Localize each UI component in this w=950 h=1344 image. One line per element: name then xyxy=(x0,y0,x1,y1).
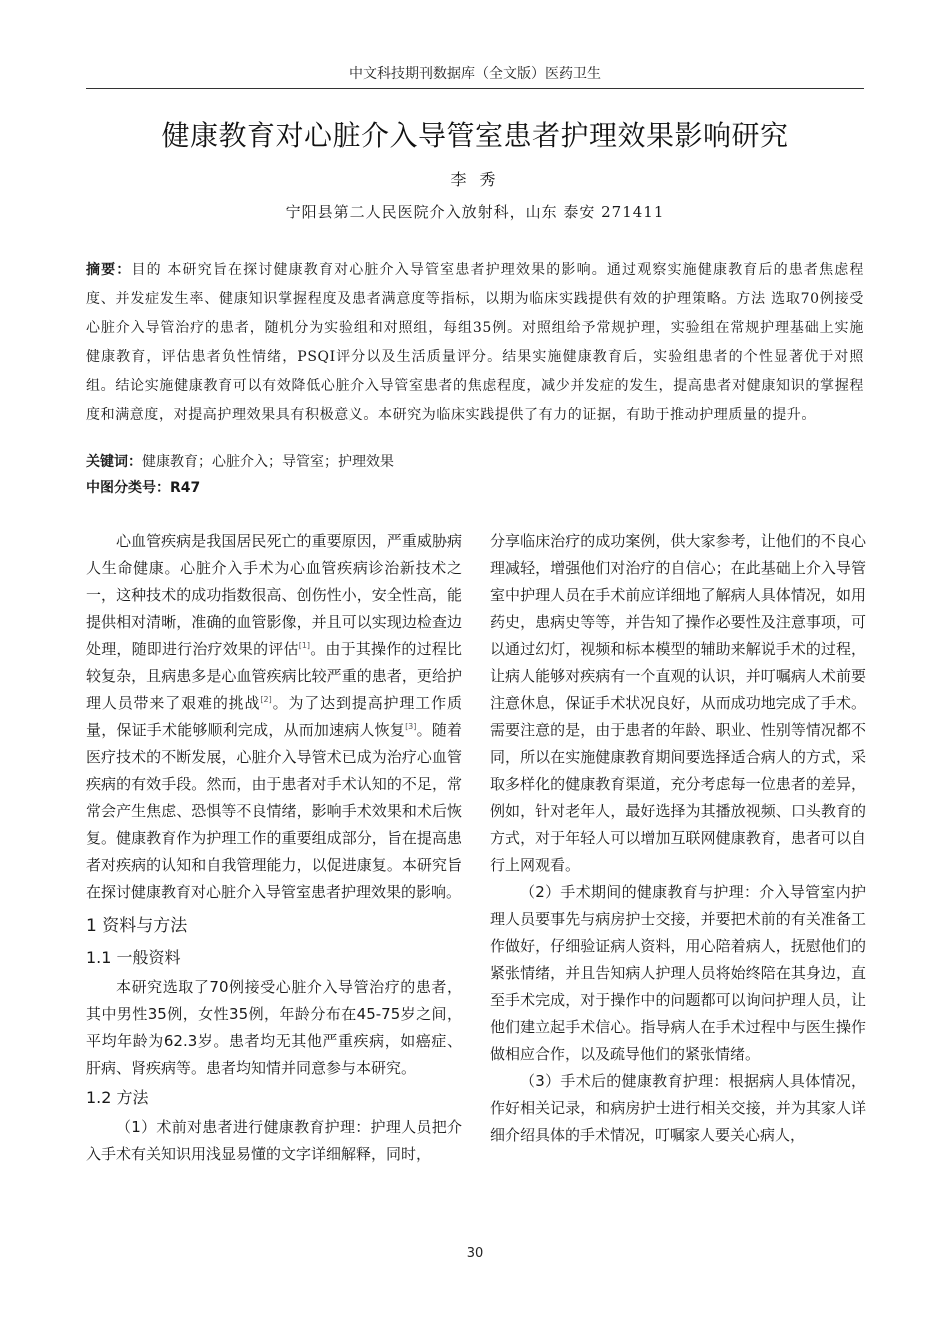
journal-header: 中文科技期刊数据库（全文版）医药卫生 xyxy=(349,66,601,82)
keywords-text: 健康教育；心脏介入；导管室；护理效果 xyxy=(142,454,394,470)
intro-text-1: 心血管疾病是我国居民死亡的重要原因，严重威胁病人生命健康。心脏介入手术为心血管疾病诊治新技术之一，这种技术的成功指数很高、创伤性小，安全性高，能提供相对清晰，准确的血管影像，并且可以实现边检查边处理，随即进行治疗效果的评估 xyxy=(86,532,462,658)
article-title: 健康教育对心脏介入导管室患者护理效果影响研究 xyxy=(161,119,789,152)
abstract-text: 目的 本研究旨在探讨健康教育对心脏介入导管室患者护理效果的影响。通过观察实施健康教育后的患者焦虑程度、并发症发生率、健康知识掌握程度及患者满意度等指标，以期为临床实践提供有效的护理策略。方法 选取70例接受心脏介入导管治疗的患者，随机分为实验组和对照组，每组35例。对照组给予常规护理，实验组在常规护理基础上实施健康教育，评估患者负性情绪，PSQI评分以及生活质量评分。结果实施健康教育后，实验组患者的个性显著优于对照组。结论实施健康教育可以有效降低心脏介入导管室患者的焦虑程度，减少并发症的发生，提高患者对健康知识的掌握程度和满意度，对提高护理效果具有积极意义。本研究为临床实践提供了有力的证据，有助于推动护理质量的提升。 xyxy=(86,262,864,423)
abstract xyxy=(86,256,864,430)
citation-3: [3] xyxy=(405,722,417,731)
page-number: 30 xyxy=(466,1246,484,1261)
section-heading-1-2: 1.2 方法 xyxy=(86,1088,149,1107)
keywords xyxy=(86,449,864,475)
intro-text-4: 。随着医疗技术的不断发展，心脏介入导管术已成为治疗心血管疾病的有效手段。然而，由于患者对手术认知的不足，常常会产生焦虑、恐惧等不良情绪，影响手术效果和术后恢复。健康教育作为护理工作的重要组成部分，旨在提高患者对疾病的认知和自我管理能力，以促进康复。本研究旨在探讨健康教育对心脏介入导管室患者护理效果的影响。 xyxy=(86,721,462,901)
section-heading-1: 1 资料与方法 xyxy=(86,916,188,936)
abstract-label: 摘要： xyxy=(86,262,132,278)
method-2-paragraph: （2）手术期间的健康教育与护理：介入导管室内护理人员要事先与病房护士交接，并要把术前的有关准备工作做好，仔细验证病人资料，用心陪着病人，抚慰他们的紧张情绪，并且告知病人护理人员将始终陪在其身边，直至手术完成，对于操作中的问题都可以询问护理人员，让他们建立起手术信心。指导病人在手术过程中与医生操作做相应合作，以及疏导他们的紧张情绪。 xyxy=(490,883,866,1063)
citation-2: [2] xyxy=(260,695,272,704)
author-affiliation: 宁阳县第二人民医院介入放射科，山东 泰安 271411 xyxy=(285,203,665,221)
classification-number xyxy=(86,475,864,501)
method-1-paragraph: （1）术前对患者进行健康教育护理：护理人员把介入手术有关知识用浅显易懂的文字详细解释，同时， xyxy=(86,1118,462,1163)
intro-paragraph xyxy=(86,528,462,906)
clc-label: 中图分类号： xyxy=(86,480,170,496)
clc-value: R47 xyxy=(170,480,201,496)
citation-1: [1] xyxy=(298,641,311,650)
left-column xyxy=(86,528,462,1168)
general-info-paragraph: 本研究选取了70例接受心脏介入导管治疗的患者，其中男性35例，女性35例，年龄分布在45-75岁之间，平均年龄为62.3岁。患者均无其他严重疾病，如癌症、肝病、肾疾病等。患者均知情并同意参与本研究。 xyxy=(86,978,462,1077)
author-name: 李 秀 xyxy=(450,170,500,189)
keywords-label: 关键词： xyxy=(86,454,142,470)
right-column xyxy=(490,528,866,1149)
method-3-paragraph: （3）手术后的健康教育护理：根据病人具体情况，作好相关记录，和病房护士进行相关交接，并为其家人详细介绍具体的手术情况，叮嘱家人要关心病人， xyxy=(490,1072,866,1144)
section-heading-1-1: 1.1 一般资料 xyxy=(86,948,181,967)
header-divider xyxy=(86,88,864,89)
intro-text-3: 。为了达到提高护理工作质量，保证手术能够顺利完成，从而加速病人恢复 xyxy=(86,694,462,739)
method-1-continuation: 分享临床治疗的成功案例，供大家参考，让他们的不良心理减轻，增强他们对治疗的自信心；在此基础上介入导管室中护理人员在手术前应详细地了解病人具体情况，如用药史，患病史等等，并告知了操作必要性及注意事项，可以通过幻灯，视频和标本模型的辅助来解说手术的过程，让病人能够对疾病有一个直观的认识，并叮嘱病人术前要注意休息，保证手术状况良好，从而成功地完成了手术。需要注意的是，由于患者的年龄、职业、性别等情况都不同，所以在实施健康教育期间要选择适合病人的方式，采取多样化的健康教育渠道，充分考虑每一位患者的差异，例如，针对老年人，最好选择为其播放视频、口头教育的方式，对于年轻人可以增加互联网健康教育，患者可以自行上网观看。 xyxy=(490,532,866,874)
intro-text-2: 。由于其操作的过程比较复杂，且病患多是心血管疾病比较严重的患者，更给护理人员带来了艰难的挑战 xyxy=(86,640,462,712)
